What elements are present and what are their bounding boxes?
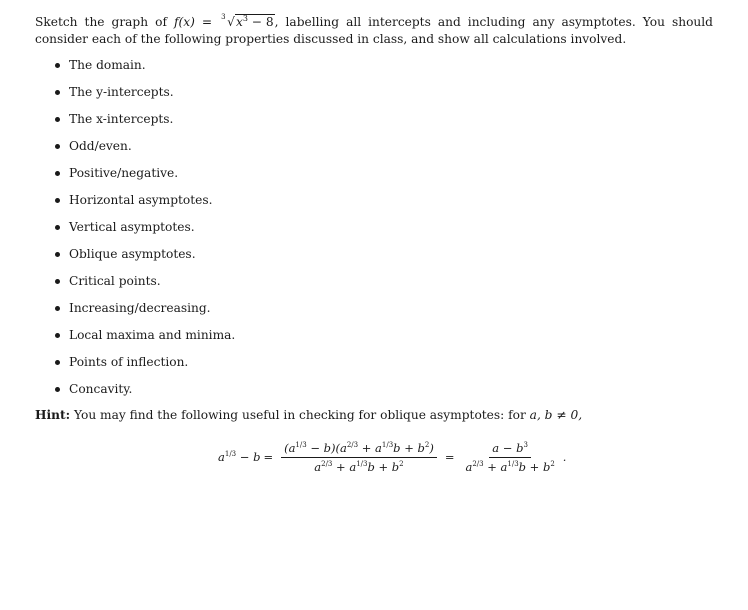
list-item — [55, 192, 235, 219]
exponent: 3 — [523, 440, 528, 449]
list-item — [55, 111, 235, 138]
fraction-numerator — [489, 441, 531, 458]
list-item-text: Points of inflection. — [69, 355, 189, 369]
list-item — [55, 381, 235, 408]
bullet-icon — [55, 117, 60, 122]
equals-sign: = — [263, 450, 274, 464]
list-item — [55, 165, 235, 192]
bullet-icon — [55, 306, 60, 311]
fraction-denominator — [311, 458, 406, 474]
exponent: 1/3 — [356, 459, 368, 468]
list-item — [55, 246, 235, 273]
exponent: 1/3 — [295, 440, 307, 449]
list-item-text: Vertical asymptotes. — [69, 220, 195, 234]
cube-root-expression — [219, 14, 274, 31]
list-item-text: The x-intercepts. — [69, 112, 174, 126]
bullet-icon — [55, 252, 60, 257]
list-item-text: Concavity. — [69, 382, 133, 396]
fraction-numerator — [281, 441, 437, 458]
term: + a — [358, 440, 382, 455]
hint-formula — [218, 437, 566, 477]
term: ) — [429, 440, 434, 455]
problem-statement — [35, 14, 713, 48]
list-item-text: Increasing/decreasing. — [69, 301, 211, 315]
fraction-denominator — [462, 458, 557, 474]
fraction-simplified — [462, 441, 557, 474]
exponent: 2/3 — [321, 459, 333, 468]
exponent: 2 — [399, 459, 404, 468]
list-item — [55, 138, 235, 165]
bullet-icon — [55, 63, 60, 68]
bullet-icon — [55, 144, 60, 149]
root-index: 3 — [221, 13, 226, 21]
exponent: 2 — [550, 459, 555, 468]
term: a — [465, 459, 473, 474]
intro-text-end: , labelling all intercepts and including any asymptotes. You should consider each of the following properties discussed in class, and show all calculations involved. — [35, 15, 713, 46]
list-item-text: Oblique asymptotes. — [69, 247, 196, 261]
list-item-text: Horizontal asymptotes. — [69, 193, 213, 207]
radicand — [235, 14, 275, 29]
radical-sign-icon: √ — [227, 15, 235, 29]
list-item — [55, 354, 235, 381]
term: b + b — [518, 459, 551, 474]
formula-period: . — [562, 450, 567, 464]
list-item — [55, 84, 235, 111]
intro-text-start: Sketch the graph of — [35, 15, 174, 29]
properties-list — [55, 57, 235, 408]
term: + a — [332, 459, 357, 474]
exponent: 2 — [424, 440, 430, 449]
lhs-rest: − b — [236, 450, 261, 464]
term: a — [314, 459, 322, 474]
exponent: 1/3 — [507, 459, 519, 468]
formula-lhs — [218, 450, 260, 464]
radicand-exponent: 3 — [242, 13, 248, 23]
equals-sign: = — [444, 450, 455, 464]
exponent: 1/3 — [381, 440, 394, 449]
bullet-icon — [55, 387, 60, 392]
bullet-icon — [55, 225, 60, 230]
hint-paragraph — [35, 407, 582, 424]
list-item-text: The domain. — [69, 58, 146, 72]
function-name: f(x) — [173, 15, 195, 29]
list-item-text: Critical points. — [69, 274, 161, 288]
bullet-icon — [55, 279, 60, 284]
list-item-text: Local maxima and minima. — [69, 328, 236, 342]
list-item — [55, 219, 235, 246]
radicand-rest: − 8 — [247, 15, 274, 29]
term: (a — [284, 440, 296, 455]
bullet-icon — [55, 333, 60, 338]
exponent: 2/3 — [346, 440, 359, 449]
term: − b)(a — [306, 440, 347, 455]
list-item-text: Positive/negative. — [69, 166, 179, 180]
lhs-base: a — [218, 450, 225, 464]
term: b + b — [367, 459, 400, 474]
radicand-variable: x — [235, 15, 243, 29]
fraction-expanded — [281, 441, 437, 474]
list-item — [55, 300, 235, 327]
bullet-icon — [55, 198, 60, 203]
exponent: 2/3 — [472, 459, 484, 468]
equals-sign: = — [194, 15, 220, 29]
hint-text: You may find the following useful in checking for oblique asymptotes: for — [70, 408, 530, 422]
hint-label: Hint: — [35, 408, 71, 422]
term: b + b — [393, 440, 425, 455]
list-item — [55, 327, 235, 354]
term: + a — [483, 459, 508, 474]
bullet-icon — [55, 360, 60, 365]
term: a − b — [492, 440, 524, 455]
bullet-icon — [55, 90, 60, 95]
list-item — [55, 273, 235, 300]
lhs-exponent: 1/3 — [224, 450, 237, 459]
list-item — [55, 57, 235, 84]
list-item-text: The y-intercepts. — [69, 85, 174, 99]
list-item-text: Odd/even. — [69, 139, 132, 153]
hint-condition: a, b ≠ 0, — [529, 408, 583, 422]
bullet-icon — [55, 171, 60, 176]
